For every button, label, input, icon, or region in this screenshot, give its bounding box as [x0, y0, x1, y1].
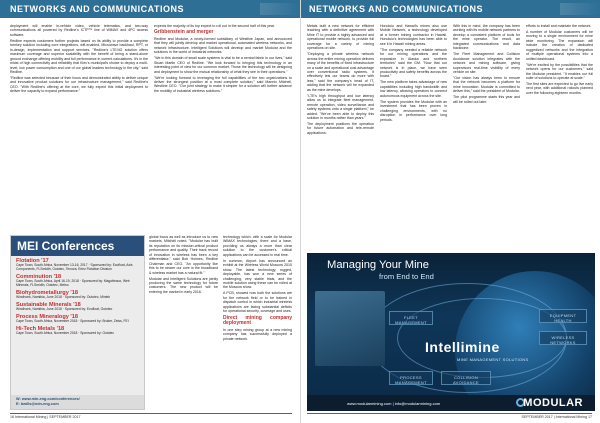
article-paragraph: "We're excited by the possibilities that the network opens for our customers," said the Modular president. "It enables our full suite of solutions to operate at scale.": [526, 62, 593, 80]
header-decoration: [560, 3, 600, 15]
mei-event: [16, 258, 139, 272]
mei-event-name: Sustainable Minerals '18: [16, 301, 81, 308]
ad-feature-label: PROCESS MANAGEMENT: [395, 375, 427, 385]
mei-event-details: Cape Town, South Africa, November 13-16, 2017 · Sponsored by: Ecofloat, Axis Components, FLSmidth, Outotec, Tenova, Eriez Flotation Division: [16, 263, 133, 271]
mei-event-details: Cape Town, South Africa, November 2018 · Sponsored by: Outotec: [16, 331, 114, 336]
section-header: [0, 0, 300, 18]
article-paragraph: Honolulu and Hawaii's mines also use Mobile Network, a technology developed at a former mining contractor in Hawaii. Honolulu's technologies has been able to see it in Hawaii mining areas.: [380, 24, 447, 46]
article-paragraph: Redline and Modular, a newly-formed subsidiary of Westline Japan, and announced that they will jointly develop and market operational, automated wireless networks, and network infrastructure. Intelligent Solutions will develop and market Modular and the solutions in the world of industrial networks.: [154, 36, 292, 55]
article-paragraph: global focus as well as introduce us to new markets, Mitchell noted. "Modular has built its reputation on its mission-critical product performance and quality. Their track record of innovation in wireless has been a key differentiator," said Bob Holmes, Redline Chairman and CEO. "An opportunity like this to be nearer our core in the broadband & wireless market has a natural fit.": [149, 235, 218, 275]
ad-feature-label: WIRELESS NETWORKS: [550, 335, 576, 345]
article-paragraph: The system provides the Modular with an investment that has been proven in challenging environments, with no disruption in performance over long periods.: [380, 99, 447, 122]
article-paragraph: The Fleet Management and Collision Avoidance solution integrates with the network and mining software, giving supervisors real-time visibility of every vehicle on site.: [453, 52, 520, 75]
footer-rule: [307, 413, 592, 414]
article-paragraph: "We're looking forward to leveraging the full capabilities of the two organizations to deliver the strongest position at a most complete solution," said Mannix Mitchell, Westline CEO. "Our joint strategy to make it simpler for a solution will further advance the mobility of industrial wireless solutions.": [154, 75, 292, 93]
article-paragraph: Metals built a new network for efficient leaching with a definitive agreement with Mine IT to provide a highly advanced and operational mobile network, to provide full coverage for a variety of mining operations on site.: [307, 24, 374, 51]
article-column-2: [380, 24, 447, 249]
article-paragraph: The pilot programme starts this year and will be rolled out later.: [453, 95, 520, 104]
mei-event-name: Hi-Tech Metals '18: [16, 326, 65, 333]
article-paragraph: In common, Airport has announced an exhibit at the Wireless World Moscow 2015 show. The latest technology, rugged, deployable, has won a new series of challenging, very stable trials, and the mobile solution using these can be rolled at the Moscow show.: [223, 258, 292, 290]
mei-website-link[interactable]: W: www.min-eng.com/conferences/: [16, 397, 80, 401]
mei-contact: [11, 395, 144, 409]
article-paragraph: With this in mind, the company has been working with its mobile network partners to develop a consistent platform of tools for the mine operator. The result, an integrated communications and data backbone.: [453, 24, 520, 51]
mei-event-details: Windhoek, Namibia, June 2018 · Sponsored by: Ecofloat, Outotec: [16, 306, 113, 311]
mei-event-name: Comminution '18: [16, 273, 62, 280]
ad-subheadline: from End to End: [379, 272, 434, 281]
article-paragraph: "Our vision has always been to ensure that the network becomes a platform for mine innovation. Modular is committed to deliver this," said the president of Modular.: [453, 75, 520, 94]
intellimine-tagline: MINE MANAGEMENT SOLUTIONS: [457, 357, 529, 362]
article-column-3: [149, 235, 218, 411]
modular-logo: MODULAR: [523, 397, 583, 409]
article-paragraph: efforts to install and maintain the network.: [526, 24, 592, 28]
mine-truck-photo: [315, 291, 385, 366]
ad-contact-info[interactable]: www.modularmining.com | info@modularmining.com: [347, 401, 441, 406]
mei-email-link[interactable]: E: bwills@min-eng.com: [16, 402, 59, 406]
article-paragraph: technology which, with a scale for Modular WiMAX technologies, there and a base, providing us always a more than clear solution to the customer's critical applications can be accessed in real time.: [223, 235, 292, 257]
article-paragraph: deployment will enable in-vehicle video, vehicle telematics, and two-way communications all powered by Redline's ICTP™ line of WiMAX and 4PC access software.: [10, 24, 148, 37]
mei-event: [16, 314, 139, 324]
article-subheading: Direct mining company deployment: [223, 314, 292, 327]
section-header-label: NETWORKS AND COMMUNICATIONS: [10, 4, 184, 14]
article-columns: [10, 24, 292, 234]
article-paragraph: "The company needed a reliable network for our mining operations and the expansion in Alaska and northern territories" said the GM. "Now that our network is in place, we have seen productivity and safety benefits across the board.": [380, 47, 447, 79]
header-decoration: [260, 3, 300, 15]
ad-feature-label: EQUIPMENT HEALTH: [549, 313, 577, 323]
article-columns: [307, 24, 593, 249]
mei-event-list: [11, 256, 144, 340]
article-paragraph: "We in this domain of small scale systems is vital to be a central fabric in our lives," said Stuart Martin CEO of Redline. "We look forward to bringing this technology in an interesting point of view for our common market. Those the technology will be designing and deployment to show the mutual relationship of what they see in their operations.": [154, 56, 292, 74]
article-subheading: Gribbenstein and merger: [154, 29, 214, 36]
article-paragraph: "Redline was selected because of their focus and demonstrated ability to deliver unique and innovative product solutions for our infrastructure management," said Redline's CEO. "With Redline's offering at the core, we fully expect this initial deployment to deliver the capacity to expand performance.": [10, 75, 148, 94]
ad-feature-label: FLEET MANAGEMENT: [395, 315, 427, 325]
mei-event-name: Process Mineralogy '18: [16, 313, 78, 320]
ad-headline: Managing Your Mine: [327, 259, 430, 271]
article-column-4: [223, 235, 292, 411]
article-paragraph: Redline expects customers further projects based on its ability to provide a complete turnkey solution including core integrations, wifi-enabled, Microwave backhaul, RPT, or in-design, implementation and support services. "Redline's LTE/4G solution offers maximum coverage and superior scalability with the benefit of being a stand-alone ground exchange offering mobility and full performance in current calculations. It's in the midst of high connectivity and reliability that Kiev's municipal's choice to deploy a multi-level, low power consumption and one of our global leaders technology in the city," said Redline.: [10, 38, 148, 75]
article-column-2: [154, 24, 292, 234]
page-footer: SEPTEMBER 2017 | International Mining 17: [521, 415, 592, 419]
modular-advertisement[interactable]: [307, 253, 595, 411]
section-header-label: NETWORKS AND COMMUNICATIONS: [309, 4, 483, 14]
right-page: [300, 0, 600, 423]
article-paragraph: Modular and Intelligent Solutions are jointly producing the same technology for future customers. The new product will be entering the market in early 2016.: [149, 276, 218, 294]
article-columns-lower: [149, 235, 292, 411]
mei-event: [16, 290, 139, 300]
mei-conferences-box: [10, 235, 145, 410]
ad-feature-label: COLLISION AVOIDANCE: [453, 375, 479, 385]
mei-event: [16, 302, 139, 312]
article-paragraph: The first sites are expected to go live early next year, with additional rollouts planned over the following eighteen months.: [526, 81, 593, 95]
article-paragraph: A number of Modular customers will be moving to a single environment for mine wide monitoring. The expansion will include the creation of dedicated ruggedized networks and the integration of multiple operational systems into a unified dashboard.: [526, 29, 593, 61]
article-column-1: [307, 24, 374, 249]
section-header: [301, 0, 600, 18]
article-paragraph: expects the majority of its top expect to roll out in the second half of this year.: [154, 24, 275, 28]
mei-title: MEI Conferences: [11, 236, 144, 256]
mei-event-details: Cape Town, South Africa, April 16-19, 2018 · Sponsored by: Magotteaux, Weir Minerals, FLSmidth, Outotec, Metso: [16, 278, 130, 287]
mei-event-details: Cape Town, South Africa, November 2018 · Sponsored by: Bruker, Zeiss, FEI: [16, 318, 129, 323]
mei-event-name: Flotation '17: [16, 258, 49, 264]
page-footer: 16 International Mining | SEPTEMBER 2017: [10, 415, 81, 419]
mei-event-details: Windhoek, Namibia, June 2018 · Sponsored by: Outotec, Mintek: [16, 294, 111, 299]
footer-rule: [10, 413, 292, 414]
article-paragraph: A PCB, showed how both the solutions are for the network field or to be trained in dispatch control in which industrial wireless applications are facing substantial deficits for operational security, coverage and uses.: [223, 291, 292, 314]
mei-event: [16, 326, 139, 336]
article-column-3: [453, 24, 520, 249]
article-column-4: [526, 24, 593, 249]
article-paragraph: "Deploying a private wireless network across the entire mining operation delivers many of the benefits of fixed infrastructure on a scale and operational cost advantage over conventional radio systems. It effectively lets our teams do more with less," said the company's head of IT, adding that the network will be expanded as the mine develops.: [307, 52, 374, 92]
article-column-1: [10, 24, 148, 234]
intellimine-brand: Intellimine: [425, 339, 500, 355]
mei-event-name: Biohydrometallurgy '18: [16, 289, 78, 296]
article-paragraph: In one step mining group at a new mining company has successfully deployed a private network.: [223, 327, 292, 341]
mei-event: [16, 274, 139, 288]
article-paragraph: The deployment positions the operation for future automation and tele-remote applications.: [307, 122, 374, 135]
article-paragraph: The new platform takes advantage of new capabilities including high bandwidth and low latency, allowing operators to connect autonomous equipment across the site.: [380, 80, 447, 98]
article-paragraph: "LTE's high throughput and low latency allow us to integrate fleet management, remote operation, video surveillance and safety systems onto a single platform," he added. "We've been able to deploy this solution in months rather than years.": [307, 93, 374, 121]
